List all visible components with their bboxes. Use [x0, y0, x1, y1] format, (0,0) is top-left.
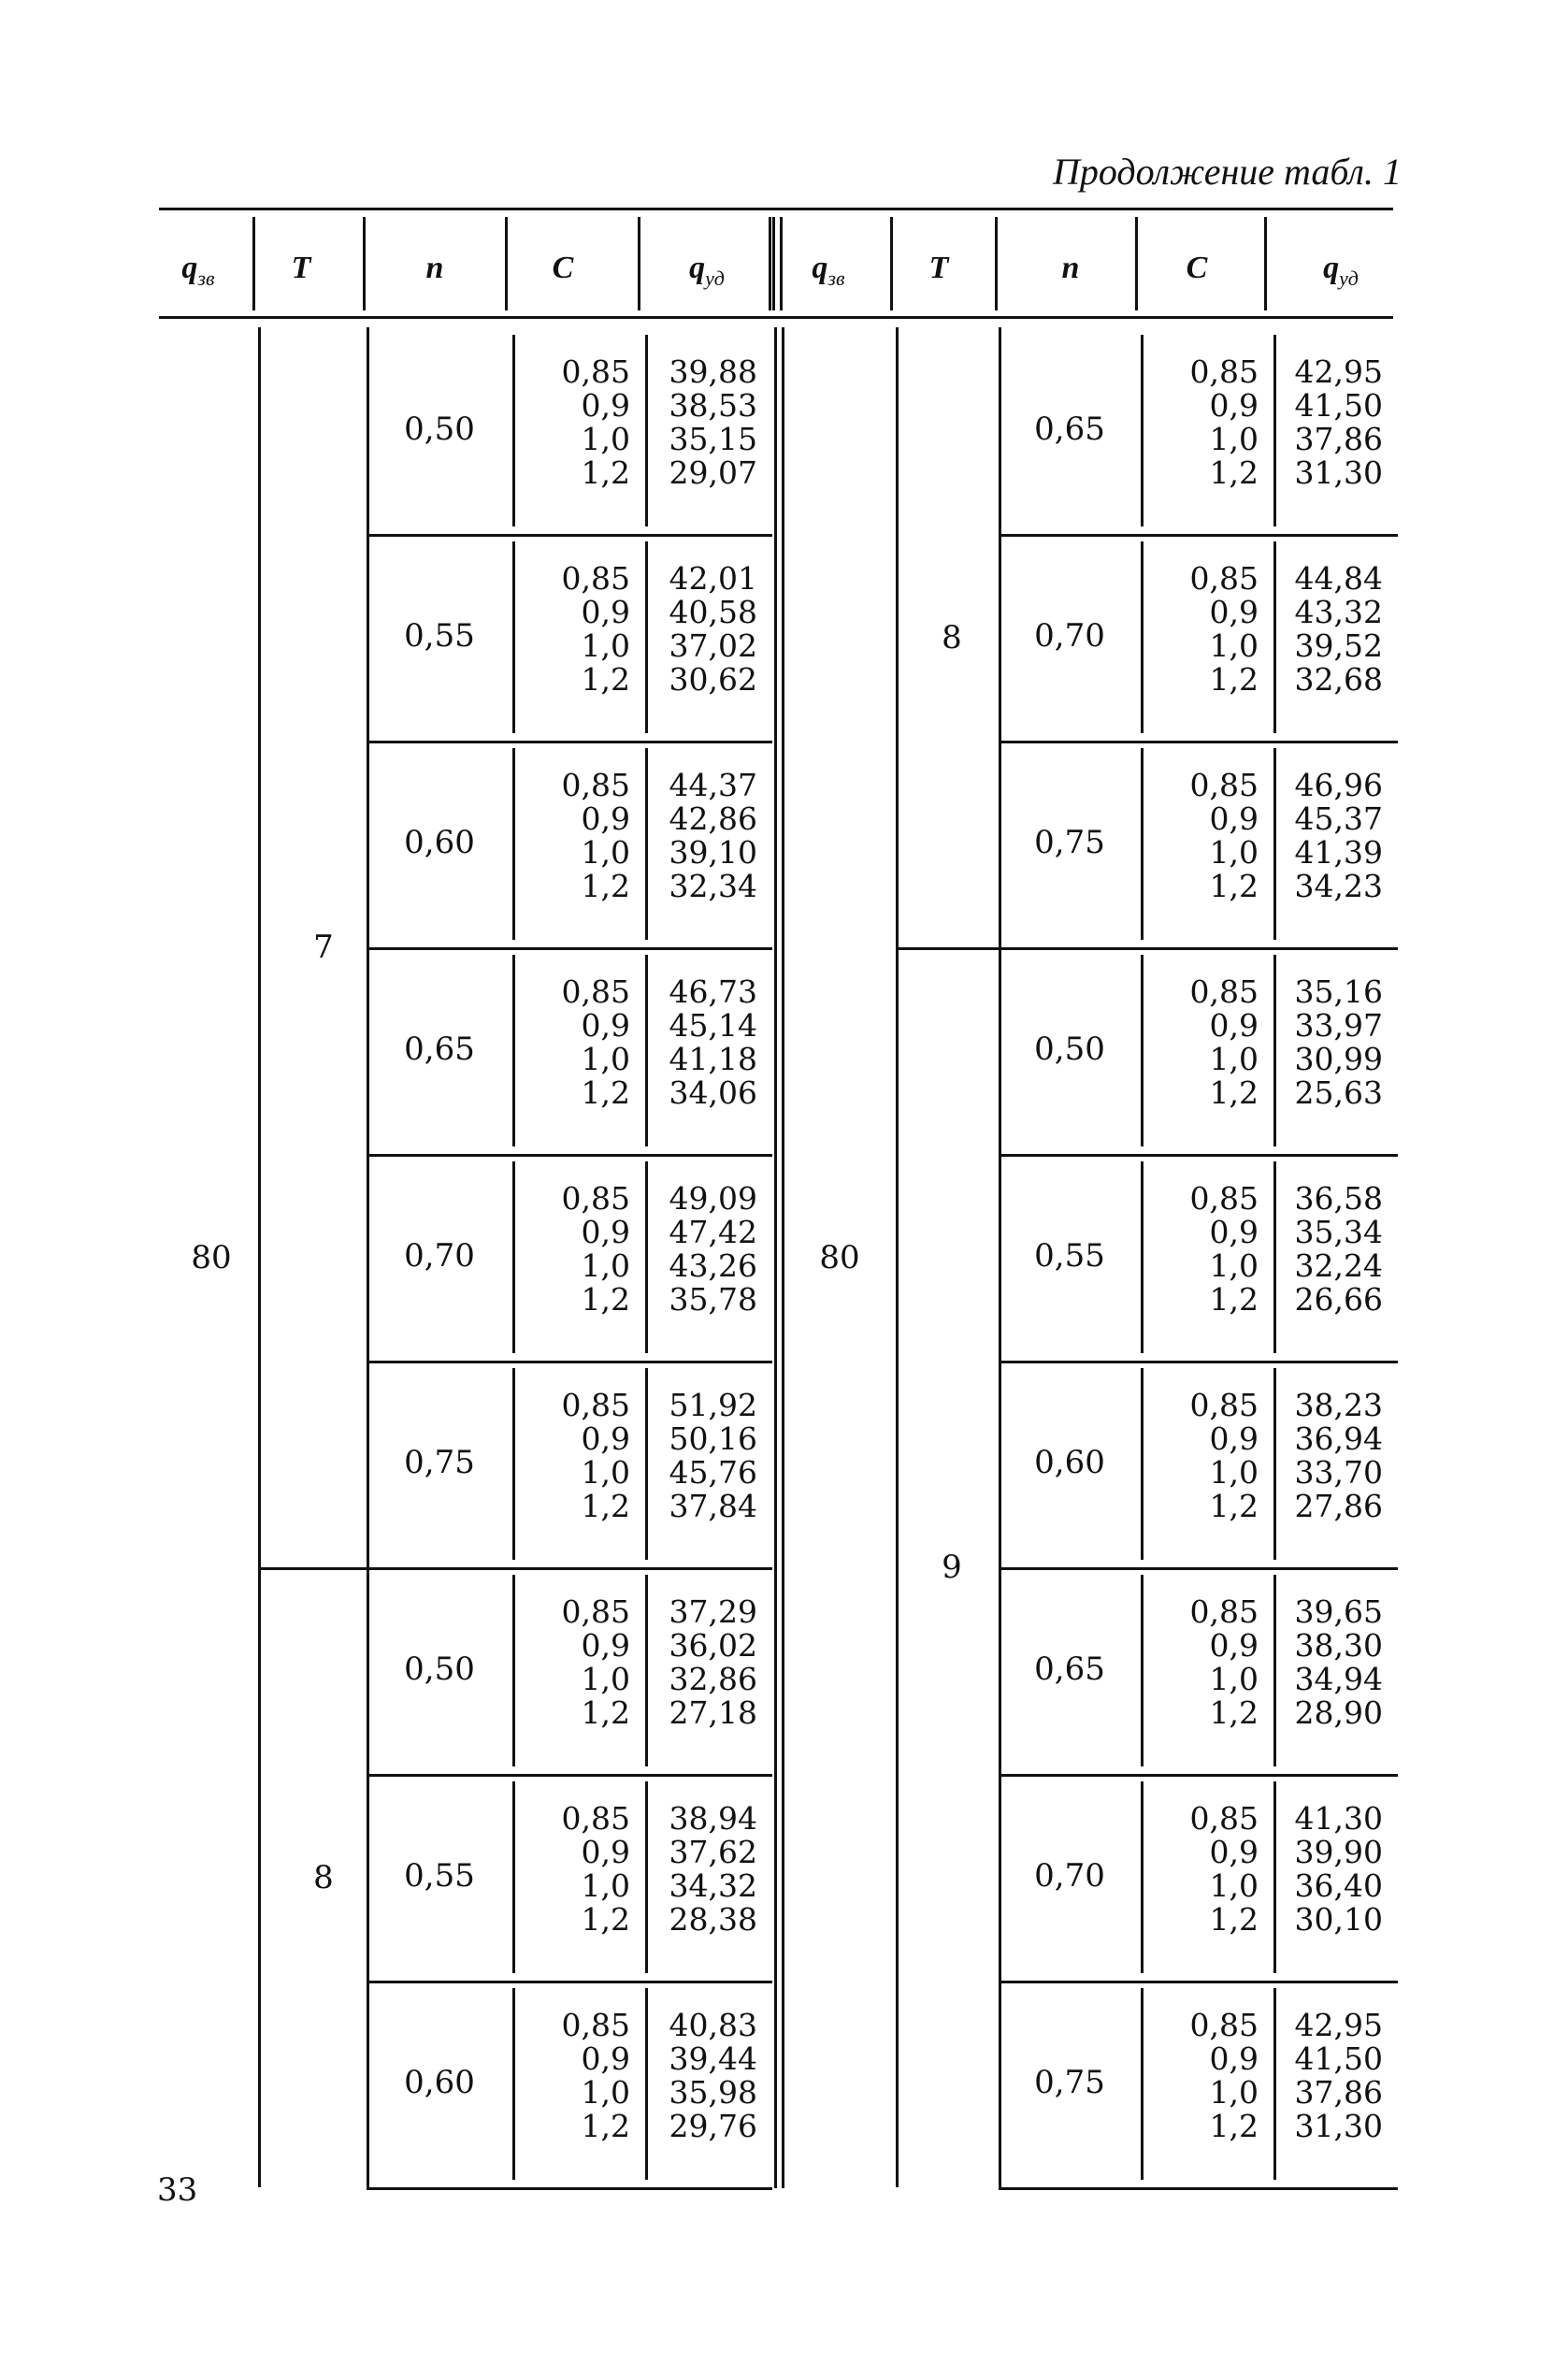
T-value: 9: [942, 1549, 962, 1586]
rule-horizontal: [367, 1361, 772, 1363]
rule-vertical: [505, 217, 508, 310]
rule-horizontal: [999, 1567, 1398, 1570]
n-value: 0,55: [404, 1856, 475, 1895]
qud-values: 38,23 36,94 33,70 27,86: [1294, 1387, 1383, 1524]
C-values: 0,85 0,9 1,0 1,2: [561, 1387, 630, 1524]
C-values: 0,85 0,9 1,0 1,2: [561, 767, 630, 904]
C-values: 0,85 0,9 1,0 1,2: [1189, 973, 1259, 1111]
column-header-symbol: T: [291, 251, 311, 285]
rule-vertical: [1141, 748, 1144, 940]
column-header-T: [883, 251, 995, 286]
qud-values: 39,88 38,53 35,15 29,07: [669, 353, 757, 491]
rule-horizontal: [999, 2187, 1398, 2190]
qud-values: 51,92 50,16 45,76 37,84: [669, 1387, 757, 1524]
T-value: 8: [313, 1858, 334, 1896]
rule-vertical: [780, 217, 783, 310]
column-header-symbol: q: [1323, 251, 1340, 285]
C-values: 0,85 0,9 1,0 1,2: [1189, 767, 1259, 904]
rule-horizontal: [367, 534, 772, 537]
qzv-value: 80: [191, 1238, 232, 1276]
qud-values: 42,95 41,50 37,86 31,30: [1294, 2007, 1383, 2144]
T-value: 7: [313, 929, 334, 966]
rule-horizontal: [367, 1154, 772, 1157]
column-header-n: [1014, 251, 1127, 286]
T-value: 8: [942, 618, 962, 656]
column-header-qud: [651, 251, 763, 291]
qud-values: 36,58 35,34 32,24 26,66: [1294, 1180, 1383, 1318]
qud-values: 38,94 37,62 34,32 28,38: [669, 1800, 757, 1938]
C-values: 0,85 0,9 1,0 1,2: [1189, 353, 1259, 491]
rule-vertical: [1273, 1161, 1276, 1353]
rule-horizontal: [367, 2187, 772, 2190]
rule-horizontal: [367, 741, 772, 743]
rule-vertical: [645, 1781, 648, 1973]
rule-vertical: [1264, 217, 1267, 310]
rule-vertical: [512, 955, 515, 1146]
n-value: 0,60: [404, 2063, 475, 2101]
rule-vertical: [512, 1368, 515, 1560]
column-header-symbol: T: [928, 251, 949, 285]
table-continuation-title: Продолжение табл. 1: [1052, 151, 1402, 193]
rule-vertical: [1141, 1575, 1144, 1766]
rule-vertical: [782, 327, 784, 2188]
rule-vertical: [512, 1781, 515, 1973]
rule-horizontal: [258, 1567, 772, 1570]
rule-vertical: [252, 217, 255, 310]
C-values: 0,85 0,9 1,0 1,2: [561, 560, 630, 698]
rule-horizontal: [999, 1154, 1398, 1157]
column-header-symbol: n: [1061, 251, 1080, 285]
rule-vertical: [258, 327, 261, 2187]
column-header-subscript: уд: [1339, 266, 1359, 290]
column-header-q: [772, 251, 885, 291]
n-value: 0,50: [404, 410, 475, 448]
C-values: 0,85 0,9 1,0 1,2: [1189, 1387, 1259, 1524]
rule-vertical: [512, 335, 515, 526]
rule-vertical: [1273, 748, 1276, 940]
rule-vertical: [1135, 217, 1138, 310]
n-value: 0,75: [404, 1443, 475, 1481]
qud-values: 46,73 45,14 41,18 34,06: [669, 973, 757, 1111]
rule-vertical: [638, 217, 640, 310]
n-value: 0,65: [404, 1030, 475, 1068]
qud-values: 39,65 38,30 34,94 28,90: [1294, 1593, 1383, 1731]
rule-vertical: [645, 335, 648, 526]
C-values: 0,85 0,9 1,0 1,2: [561, 2007, 630, 2144]
qud-values: 37,29 36,02 32,86 27,18: [669, 1593, 757, 1731]
rule-horizontal: [999, 1361, 1398, 1363]
qud-values: 44,37 42,86 39,10 32,34: [669, 767, 757, 904]
n-value: 0,55: [404, 616, 475, 655]
qud-values: 35,16 33,97 30,99 25,63: [1294, 973, 1383, 1111]
qud-values: 46,96 45,37 41,39 34,23: [1294, 767, 1383, 904]
n-value: 0,70: [1034, 1856, 1105, 1895]
rule-vertical: [1273, 1781, 1276, 1973]
rule-vertical: [1273, 1988, 1276, 2180]
rule-vertical: [1141, 1368, 1144, 1560]
n-value: 0,60: [404, 823, 475, 861]
C-values: 0,85 0,9 1,0 1,2: [561, 1593, 630, 1731]
C-values: 0,85 0,9 1,0 1,2: [1189, 1180, 1259, 1318]
n-value: 0,75: [1034, 823, 1105, 861]
rule-vertical: [645, 1368, 648, 1560]
rule-vertical: [890, 217, 893, 310]
rule-vertical: [645, 1161, 648, 1353]
C-values: 0,85 0,9 1,0 1,2: [1189, 1800, 1259, 1938]
column-header-symbol: q: [181, 251, 198, 285]
rule-horizontal: [367, 947, 772, 950]
n-value: 0,65: [1034, 410, 1105, 448]
qud-values: 49,09 47,42 43,26 35,78: [669, 1180, 757, 1318]
rule-horizontal: [896, 947, 1398, 950]
column-header-symbol: C: [1186, 251, 1208, 285]
rule-horizontal: [367, 1981, 772, 1983]
n-value: 0,65: [1034, 1650, 1105, 1688]
n-value: 0,50: [404, 1650, 475, 1688]
rule-vertical: [645, 955, 648, 1146]
column-header-q: [142, 251, 254, 291]
qud-values: 44,84 43,32 39,52 32,68: [1294, 560, 1383, 698]
column-header-subscript: зв: [827, 266, 845, 290]
rule-vertical: [1141, 955, 1144, 1146]
column-header-n: [379, 251, 491, 286]
rule-horizontal: [999, 534, 1398, 537]
column-header-qud: [1285, 251, 1397, 291]
n-value: 0,70: [1034, 616, 1105, 655]
rule-vertical: [512, 1161, 515, 1353]
n-value: 0,75: [1034, 2063, 1105, 2101]
rule-vertical: [896, 327, 899, 2187]
C-values: 0,85 0,9 1,0 1,2: [1189, 1593, 1259, 1731]
rule-vertical: [1141, 1988, 1144, 2180]
C-values: 0,85 0,9 1,0 1,2: [1189, 560, 1259, 698]
C-values: 0,85 0,9 1,0 1,2: [1189, 2007, 1259, 2144]
qud-values: 42,95 41,50 37,86 31,30: [1294, 353, 1383, 491]
rule-vertical: [774, 327, 777, 2188]
rule-vertical: [1141, 541, 1144, 733]
rule-vertical: [645, 1575, 648, 1766]
rule-vertical: [1141, 335, 1144, 526]
rule-vertical: [645, 1988, 648, 2180]
rule-vertical: [1273, 1368, 1276, 1560]
rule-vertical: [512, 1988, 515, 2180]
page-number: 33: [157, 2171, 198, 2209]
column-header-T: [245, 251, 357, 286]
rule-vertical: [769, 217, 771, 310]
rule-vertical: [645, 748, 648, 940]
rule-vertical: [772, 217, 775, 310]
column-header-C: [1141, 251, 1253, 286]
rule-vertical: [995, 217, 998, 310]
n-value: 0,60: [1034, 1443, 1105, 1481]
column-header-subscript: уд: [705, 266, 725, 290]
rule-horizontal: [159, 316, 1393, 319]
qud-values: 41,30 39,90 36,40 30,10: [1294, 1800, 1383, 1938]
column-header-symbol: n: [425, 251, 444, 285]
C-values: 0,85 0,9 1,0 1,2: [561, 973, 630, 1111]
rule-vertical: [1141, 1781, 1144, 1973]
rule-vertical: [1273, 1575, 1276, 1766]
C-values: 0,85 0,9 1,0 1,2: [561, 1800, 630, 1938]
rule-horizontal: [999, 741, 1398, 743]
n-value: 0,50: [1034, 1030, 1105, 1068]
rule-horizontal: [999, 1774, 1398, 1777]
rule-horizontal: [367, 1774, 772, 1777]
qud-values: 40,83 39,44 35,98 29,76: [669, 2007, 757, 2144]
rule-vertical: [512, 541, 515, 733]
n-value: 0,55: [1034, 1236, 1105, 1275]
rule-vertical: [1273, 541, 1276, 733]
rule-vertical: [1273, 335, 1276, 526]
C-values: 0,85 0,9 1,0 1,2: [561, 1180, 630, 1318]
C-values: 0,85 0,9 1,0 1,2: [561, 353, 630, 491]
column-header-C: [507, 251, 619, 286]
rule-vertical: [1273, 955, 1276, 1146]
column-header-symbol: q: [812, 251, 828, 285]
rule-vertical: [363, 217, 366, 310]
n-value: 0,70: [404, 1236, 475, 1275]
rule-horizontal: [999, 1981, 1398, 1983]
column-header-subscript: зв: [197, 266, 215, 290]
qzv-value: 80: [819, 1238, 860, 1276]
rule-vertical: [1141, 1161, 1144, 1353]
rule-vertical: [512, 1575, 515, 1766]
rule-vertical: [512, 748, 515, 940]
column-header-symbol: C: [552, 251, 574, 285]
rule-horizontal: [159, 208, 1393, 210]
qud-values: 42,01 40,58 37,02 30,62: [669, 560, 757, 698]
rule-vertical: [645, 541, 648, 733]
column-header-symbol: q: [689, 251, 706, 285]
